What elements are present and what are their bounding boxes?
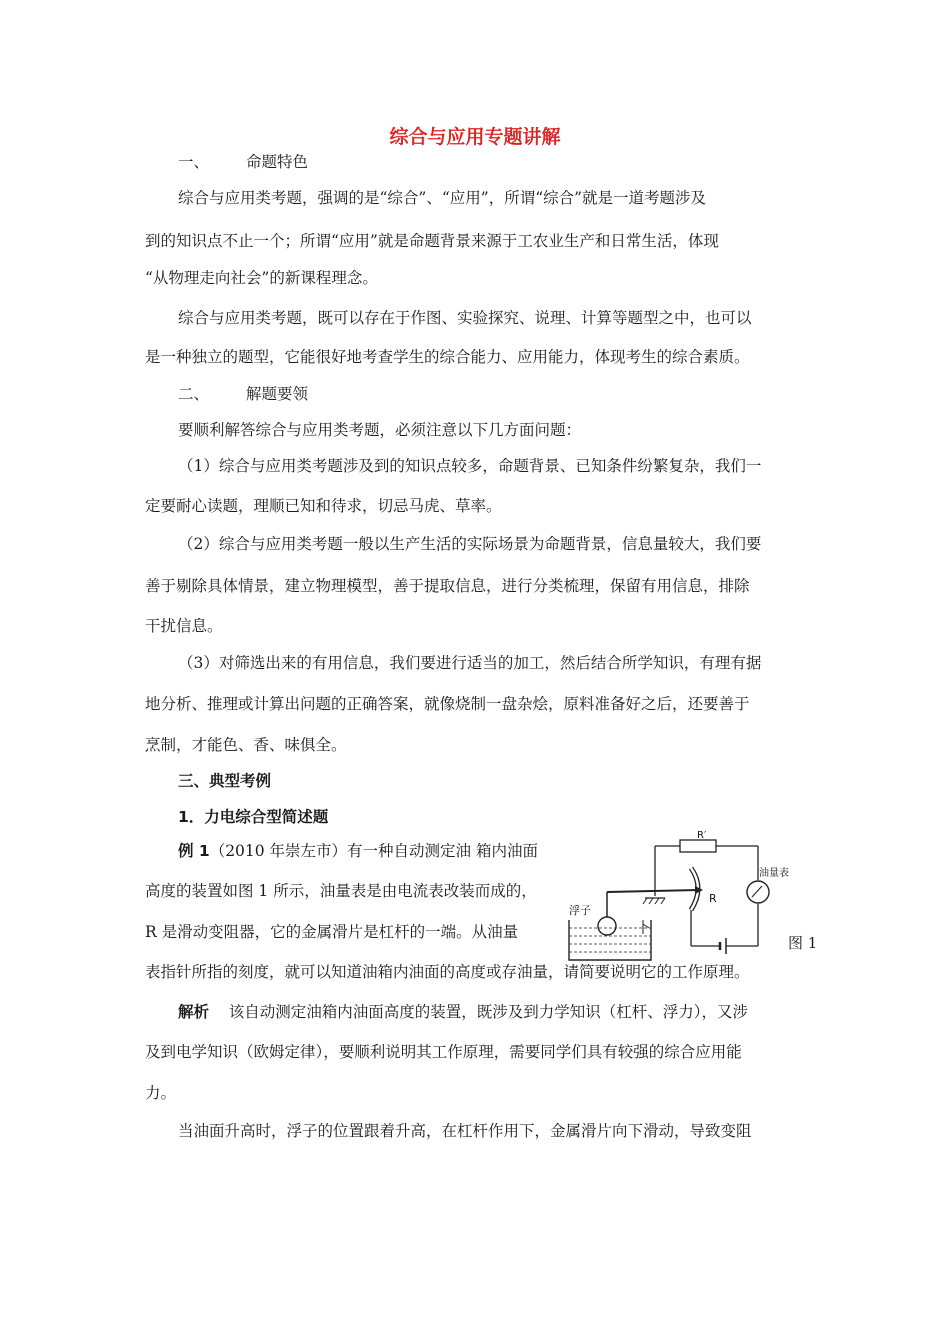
example-line: 高度的装置如图 1 所示，油量表是由电流表改装而成的， (145, 882, 537, 900)
example-label: 例 1 (178, 842, 210, 860)
paragraph-line: 要顺利解答综合与应用类考题，必须注意以下几方面问题： (178, 421, 582, 439)
section-number: 一、 (178, 153, 210, 171)
hatch (661, 898, 665, 904)
lever (607, 890, 699, 892)
paragraph-line: 烹制，才能色、香、味俱全。 (145, 736, 347, 754)
oil-gauge-circuit-figure (563, 824, 823, 964)
oil-meter-icon (747, 881, 769, 903)
paragraph-line: 干扰信息。 (145, 617, 223, 635)
example-line: 表指针所指的刻度，就可以知道油箱内油面的高度或存油量，请简要说明它的工作原理。 (145, 963, 750, 981)
resistor-r-prime (680, 840, 716, 852)
hatch (649, 898, 653, 904)
paragraph-line: （2）综合与应用类考题一般以生产生活的实际场景为命题背景，信息量较大，我们要 (178, 535, 762, 553)
analysis-text: 该自动测定油箱内油面高度的装置，既涉及到力学知识（杠杆、浮力），又涉 (228, 1003, 748, 1021)
paragraph-line: “从物理走向社会”的新课程理念。 (145, 269, 378, 287)
float-label: 浮子 (569, 904, 591, 917)
tank-valve (643, 924, 649, 928)
section-heading-3: 三、典型考例 (178, 772, 272, 790)
meter-label: 油量表 (759, 868, 789, 879)
paragraph-line: 定要耐心读题，理顺已知和待求，切忌马虎、草率。 (145, 497, 502, 515)
paragraph-line: 是一种独立的题型，它能很好地考查学生的综合能力、应用能力，体现考生的综合素质。 (145, 348, 750, 366)
paragraph-line: （3）对筛选出来的有用信息，我们要进行适当的加工，然后结合所学知识，有理有据 (178, 654, 762, 672)
paragraph-line: 综合与应用类考题，强调的是“综合”、“应用”，所谓“综合”就是一道考题涉及 (178, 189, 707, 207)
example-line (178, 841, 538, 861)
paragraph-line: 综合与应用类考题，既可以存在于作图、实验探究、说理、计算等题型之中，也可以 (178, 309, 752, 327)
r-prime-label: R′ (697, 830, 707, 841)
paragraph-line: 地分析、推理或计算出问题的正确答案，就像烧制一盘杂烩，原料准备好之后，还要善于 (145, 695, 750, 713)
section-heading-1 (178, 152, 308, 172)
paragraph-line: 善于剔除具体情景，建立物理模型，善于提取信息，进行分类梳理，保留有用信息，排除 (145, 577, 750, 595)
example-text: （2010 年崇左市）有一种自动测定油 箱内油面 (209, 842, 538, 860)
section-label: 命题特色 (246, 153, 309, 171)
analysis-line: 及到电学知识（欧姆定律），要顺利说明其工作原理，需要同学们具有较强的综合应用能 (145, 1043, 742, 1061)
figure-caption: 图 1 (788, 934, 818, 952)
analysis-line: 力。 (145, 1084, 177, 1102)
r-label: R (709, 892, 717, 905)
analysis-line (178, 1002, 748, 1022)
hatch (643, 898, 647, 904)
analysis-label: 解析 (178, 1003, 210, 1021)
document-title: 综合与应用专题讲解 (389, 126, 561, 148)
paragraph-line: 当油面升高时，浮子的位置跟着升高，在杠杆作用下，金属滑片向下滑动，导致变阻 (178, 1122, 752, 1140)
subsection-heading: 1．力电综合型简述题 (178, 808, 329, 826)
hatch (655, 898, 659, 904)
paragraph-line: （1）综合与应用类考题涉及到的知识点较多，命题背景、已知条件纷繁复杂，我们一 (178, 457, 762, 475)
paragraph-line: 到的知识点不止一个；所谓“应用”就是命题背景来源于工农业生产和日常生活，体现 (145, 232, 719, 250)
section-label: 解题要领 (246, 385, 309, 403)
section-number: 二、 (178, 385, 210, 403)
section-heading-2 (178, 384, 308, 404)
float-icon (598, 917, 616, 935)
example-line: R 是滑动变阻器，它的金属滑片是杠杆的一端。从油量 (145, 923, 519, 941)
